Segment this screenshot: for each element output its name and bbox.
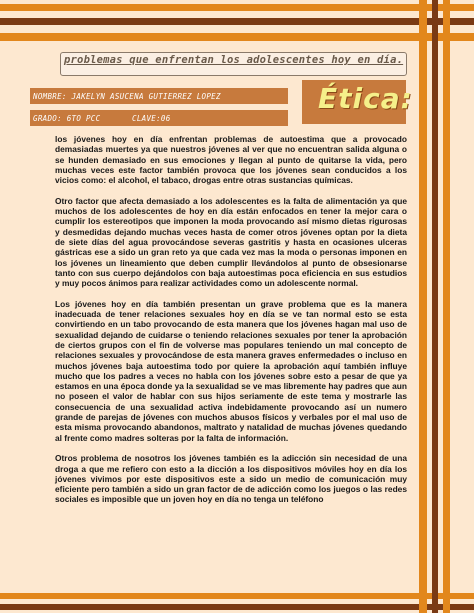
vertical-bar-brown bbox=[432, 0, 438, 613]
essay-body bbox=[55, 134, 407, 515]
paragraph-1: los jóvenes hoy en día enfrentan problemas de autoestima que a provocado demasiadas muertes ya que nuestros jóvenes al ver que no encuentran salida alguna o se hunden demasiado en sus emociones y llegan al punto de quitarse la vida, pero muchas veces este factor también provoca que los jóvenes sean conducidos a los vicios como: el alcohol, el tabaco, drogas entre otras sustancias químicas. bbox=[55, 134, 407, 186]
student-name: NOMBRE: JAKELYN ASUCENA GUTIERREZ LOPEZ bbox=[33, 92, 221, 101]
vertical-bar-orange-2 bbox=[443, 0, 450, 613]
top-stripe-brown bbox=[0, 18, 474, 25]
bottom-stripe-orange bbox=[0, 593, 474, 599]
vertical-bar-orange bbox=[419, 0, 427, 613]
paragraph-4: Otros problema de nosotros los jóvenes también es la adicción sin necesidad de una droga a que me refiero con esto a la dicción a los dispositivos móviles hoy en día los jóvenes vivimos por este dispositivos este a sido un medio de comunicación muy eficiente pero también a sido un gran factor de de adicción como los juegos o las redes sociales es imposible que un joven hoy en día no tenga un teléfono bbox=[55, 453, 407, 505]
subject-badge-label: Ética: bbox=[318, 82, 413, 115]
paragraph-3: Los jóvenes hoy en día también presentan un grave problema que es la manera inadecuada de tener relaciones sexuales hoy en día se ve tan normal esto se esta convirtiendo en un tabo provocando de esta manera que los jóvenes hagan mal uso de sexualidad dejando de cuidarse o teniendo relaciones sexuales por tener la aprobación de ciertos grupos con el fin de volverse mas populares teniendo un mal concepto de relaciones sexuales y provocándose de esta manera graves enfermedades o incluso en muchos jóvenes baja autoestima todo por quiere la aprobación aquí también influye mucho que los padres a veces no habla con los jóvenes sobre esto a pesar de que ya estamos en una época donde ya la sexualidad se ve mas libremente hay padres que aun no poseen el valor de hablar con sus hijos seriamente de este tema y mostrarle las consecuencia de una sexualidad activa indebidamente provocando así un numero grande de parejas de jóvenes con muchos abusos físicos y verbales por el mal uso de esta misma provocando abandonos, maltrato y natalidad de muchas jóvenes quedando al frente como madres solteras por la falta de información. bbox=[55, 298, 407, 443]
top-stripe-orange-2 bbox=[0, 33, 474, 41]
top-stripe-orange bbox=[0, 4, 474, 11]
paragraph-2: Otro factor que afecta demasiado a los adolescentes es la falta de alimentación ya que muchos de los adolescentes de hoy en día están enfocados en tener la mejor cara o cumplir los estereotipos que imponen la moda provocando así mismo dietas rigurosas y desmedidas dejando muchas veces hasta de comer otros jóvenes optan por la dieta de siete días del agua provocándose severas gastritis y hasta en ocasiones ulceras gástricas ese a sido un gran reto ya que cada vez mas la moda o personas imponen en los jóvenes un lineamiento que deben cumplir llevándolos al punto de obsesionarse tanto con sus cuerpo dejándolos con baja autoestimas poca eficiencia en sus estudios y muy pocos ánimos para realizar actividades como un adolescente normal. bbox=[55, 195, 407, 289]
student-grade: GRADO: 6TO PCC bbox=[33, 114, 101, 123]
bottom-stripe-brown bbox=[0, 604, 474, 610]
student-key: CLAVE:06 bbox=[132, 114, 171, 123]
document-title: problemas que enfrentan los adolescentes hoy en día. bbox=[64, 54, 404, 66]
